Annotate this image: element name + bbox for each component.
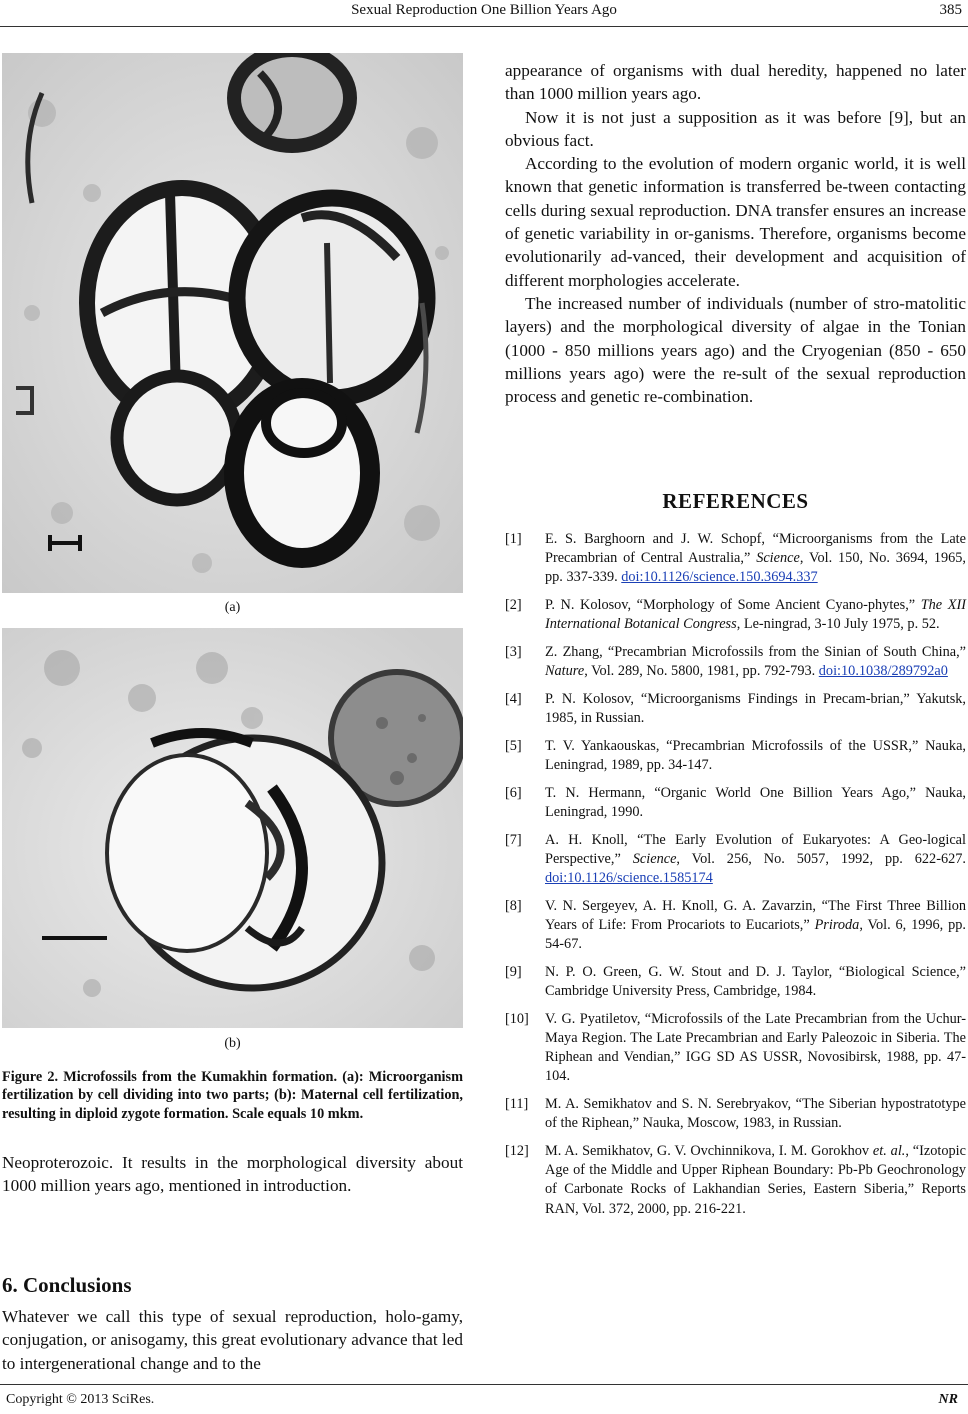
conclusions-paragraph <box>2 1305 463 1375</box>
reference-text <box>545 897 966 955</box>
reference-text-part: P. N. Kolosov, “Microorganisms Findings in Precam-brian,” Yakutsk, 1985, in Russian. <box>545 690 966 727</box>
reference-text-part: E. S. Barghoorn and J. W. Schopf, “Microorganisms from the Late Precambrian of Central Australia,” <box>545 531 966 567</box>
reference-text-part: , Le-ningrad, 3-10 July 1975, p. 52. <box>736 616 940 633</box>
reference-italic-title: Science <box>632 850 677 867</box>
reference-text-part: P. N. Kolosov, “Morphology of Some Ancient Cyano-phytes,” <box>545 597 921 614</box>
reference-text-part: , Vol. 256, No. 5057, 1992, pp. 622-627. <box>676 850 966 867</box>
reference-text-part: , Vol. 6, 1996, pp. 54-67. <box>545 916 966 953</box>
doi-link[interactable]: doi:10.1126/science.150.3694.337 <box>621 569 818 586</box>
doi-link[interactable]: doi:10.1126/science.1585174 <box>545 870 713 887</box>
right-column-body <box>505 59 966 408</box>
reference-text <box>545 530 966 588</box>
conclusions-text: Whatever we call this type of sexual reproduction, holo-gamy, conjugation, or anisogamy, this great evolutionary advance that led to intergenerational change and to the <box>2 1307 463 1373</box>
reference-number: [6] <box>505 784 522 801</box>
reference-text <box>545 690 966 728</box>
reference-text <box>545 643 966 681</box>
left-continuation-paragraph <box>2 1151 463 1198</box>
reference-text-part: , Vol. 289, No. 5800, 1981, pp. 792-793. <box>584 663 819 680</box>
reference-item <box>505 1010 966 1087</box>
reference-text-part: M. A. Semikhatov and S. N. Serebryakov, “The Siberian hypostratotype of the Riphean,” Nauka, Moscow, 1983, in Russian. <box>545 1096 966 1132</box>
running-title: Sexual Reproduction One Billion Years Ago <box>351 2 617 18</box>
reference-italic-title: The XII International Botanical Congress <box>545 597 966 633</box>
reference-text <box>545 1142 966 1219</box>
reference-text <box>545 737 966 775</box>
reference-item <box>505 831 966 889</box>
reference-number: [12] <box>505 1142 529 1159</box>
reference-item <box>505 737 966 775</box>
reference-text <box>545 831 966 889</box>
reference-item <box>505 690 966 728</box>
reference-text-part: A. H. Knoll, “The Early Evolution of Eukaryotes: A Geo-logical Perspective,” <box>545 831 966 867</box>
reference-text-part: Z. Zhang, “Precambrian Microfossils from the Sinian of South China,” <box>545 644 966 661</box>
reference-number: [5] <box>505 737 522 754</box>
continuation-text: Neoproterozoic. It results in the morphological diversity about 1000 million years ago, mentioned in introduction. <box>2 1153 463 1196</box>
reference-number: [3] <box>505 644 522 661</box>
figure-label-b: (b) <box>224 1036 241 1051</box>
reference-text <box>545 1095 966 1133</box>
paragraph-2: Now it is not just a supposition as it was before [9], but an obvious fact. <box>505 107 966 150</box>
reference-number: [4] <box>505 690 522 707</box>
reference-number: [11] <box>505 1096 529 1113</box>
reference-item <box>505 784 966 822</box>
reference-item <box>505 1095 966 1133</box>
footer-rule <box>0 1384 968 1385</box>
reference-text <box>545 1010 966 1087</box>
reference-italic-title: et. al. <box>872 1142 906 1159</box>
doi-link[interactable]: doi:10.1038/289792a0 <box>818 663 948 680</box>
section-heading-conclusions: 6. Conclusions <box>2 1273 132 1297</box>
reference-item <box>505 643 966 681</box>
reference-number: [1] <box>505 531 522 547</box>
reference-item <box>505 596 966 634</box>
reference-text <box>545 596 966 634</box>
reference-italic-title: Nature <box>545 663 585 680</box>
reference-italic-title: Science <box>756 550 800 567</box>
figure-caption: Figure 2. Microfossils from the Kumakhin formation. (a): Microorganism fertilization by cell dividing into two parts; (b): Maternal cell fertilization, resulting in diploid zygote formation. Scale equals 10 mkm. <box>2 1069 463 1122</box>
reference-text-part: , Vol. 150, No. 3694, 1965, pp. 337-339. <box>545 550 966 586</box>
reference-item <box>505 530 966 588</box>
reference-text-part: M. A. Semikhatov, G. V. Ovchinnikova, I. M. Gorokhov <box>545 1142 873 1159</box>
reference-text-part: , “Izotopic Age of the Middle and Upper Riphean Boundary: Pb-Pb Geochronology of Carbonate Rocks of Lakhandian Series, Eastern Siberia,” Reports RAN, Vol. 372, 2000, pp. 216-221. <box>545 1142 966 1217</box>
reference-text-part: T. N. Hermann, “Organic World One Billion Years Ago,” Nauka, Leningrad, 1990. <box>545 784 966 820</box>
reference-italic-title: Priroda <box>814 916 860 933</box>
reference-item <box>505 1142 966 1219</box>
reference-text <box>545 963 966 1001</box>
reference-list <box>505 530 966 1227</box>
reference-number: [7] <box>505 831 522 848</box>
reference-text-part: N. P. O. Green, G. W. Stout and D. J. Taylor, “Biological Science,” Cambridge University Press, Cambridge, 1984. <box>545 963 966 1000</box>
reference-number: [8] <box>505 897 522 914</box>
figure-2b-micrograph <box>2 628 463 1028</box>
reference-text-part: T. V. Yankaouskas, “Precambrian Microfossils of the USSR,” Nauka, Leningrad, 1989, pp. 34-147. <box>545 737 966 774</box>
reference-number: [9] <box>505 963 522 980</box>
reference-text <box>545 784 966 822</box>
reference-item <box>505 897 966 955</box>
page-number: 385 <box>939 2 962 18</box>
paragraph-1: appearance of organisms with dual heredity, happened no later than 1000 million years ago. <box>505 61 966 104</box>
reference-item <box>505 963 966 1001</box>
references-heading: REFERENCES <box>662 489 809 513</box>
paragraph-3: According to the evolution of modern organic world, it is well known that genetic information is transferred be-tween contacting cells during sexual reproduction. DNA transfer ensures an increase of genetic variability in or-ganisms. Therefore, organisms become evolutionarily ad-vanced, their development and acquisition of different morphologies accelerate. <box>505 154 966 290</box>
copyright-notice: Copyright © 2013 SciRes. <box>6 1392 155 1407</box>
reference-number: [10] <box>505 1010 529 1027</box>
figure-label-a: (a) <box>224 600 241 615</box>
reference-number: [2] <box>505 597 522 614</box>
journal-abbreviation: NR <box>938 1392 958 1407</box>
reference-text-part: V. N. Sergeyev, A. H. Knoll, G. A. Zavarzin, “The First Three Billion Years of Life: From Procariots to Eucariots,” <box>545 897 966 933</box>
reference-text-part: V. G. Pyatiletov, “Microfossils of the Late Precambrian from the Uchur-Maya Region. The Late Precambrian and Early Paleozoic in Siberia. The Riphean and Vendian,” IGG SD AS USSR, Novosibirsk, 1988, pp. 47-104. <box>545 1010 966 1085</box>
figure-2a-micrograph <box>2 53 463 593</box>
header-rule <box>0 26 968 27</box>
paragraph-4: The increased number of individuals (number of stro-matolitic layers) and the morphological diversity of algae in the Tonian (1000 - 850 millions years ago) and the Cryogenian (850 - 650 millions years ago) were the re-sult of the sexual reproduction process and genetic re-combination. <box>505 293 966 407</box>
